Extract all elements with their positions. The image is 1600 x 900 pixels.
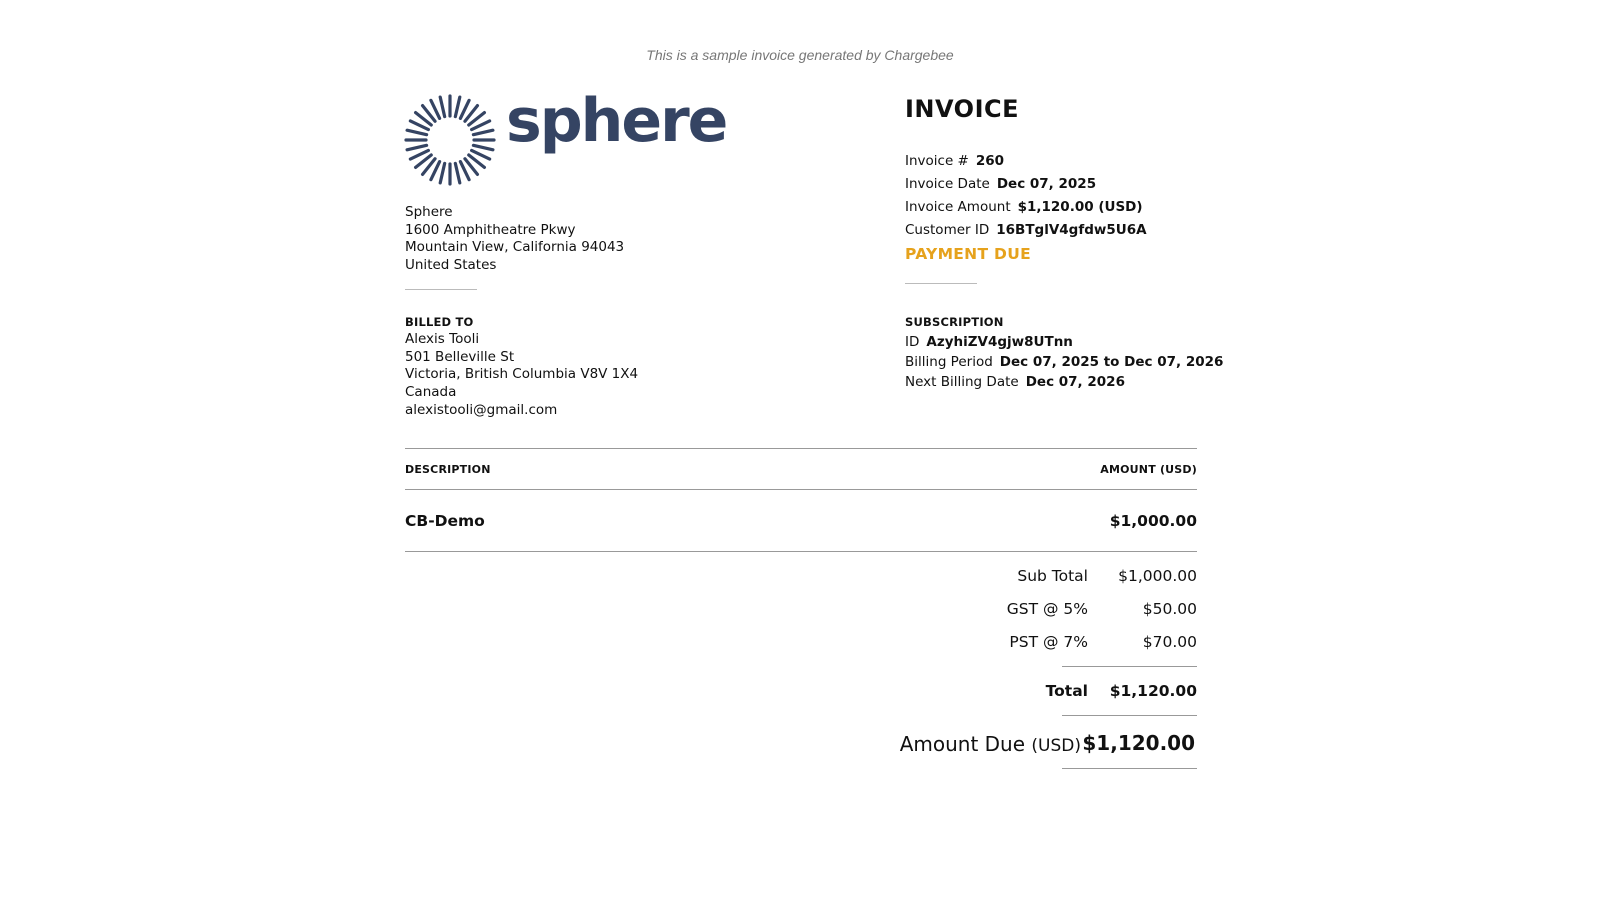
- customer-id-label: Customer ID: [905, 222, 990, 238]
- column-header-amount: AMOUNT (USD): [1100, 463, 1197, 476]
- pst-label: PST @ 7%: [1009, 633, 1088, 651]
- next-billing-date: Dec 07, 2026: [1025, 374, 1125, 390]
- subscription-id: AzyhiZV4gjw8UTnn: [926, 334, 1073, 350]
- invoice-amount-row: [905, 196, 1147, 219]
- subscription-label: SUBSCRIPTION: [905, 315, 1004, 329]
- invoice-amount-label: Invoice Amount: [905, 199, 1011, 215]
- billed-to-label: BILLED TO: [405, 315, 474, 329]
- customer-email: alexistooli@gmail.com: [405, 401, 558, 418]
- amount-due-rule: [1062, 768, 1197, 769]
- invoice-number-row: [905, 150, 1147, 173]
- invoice-number-label: Invoice #: [905, 153, 969, 169]
- gst-label: GST @ 5%: [1006, 600, 1088, 618]
- invoice-date-label: Invoice Date: [905, 176, 990, 192]
- seller-divider: [405, 289, 477, 290]
- subscription-block: [905, 315, 1223, 392]
- subtotal-value: $1,000.00: [1118, 567, 1197, 585]
- invoice-meta: [905, 150, 1147, 242]
- billing-period-label: Billing Period: [905, 354, 993, 370]
- seller-street: 1600 Amphitheatre Pkwy: [405, 221, 576, 238]
- total-value: $1,120.00: [1109, 682, 1197, 700]
- amount-due-text: Amount Due: [899, 732, 1026, 756]
- totals-rule: [1062, 666, 1197, 667]
- total-label: Total: [1045, 682, 1088, 700]
- next-billing-row: [905, 372, 1223, 392]
- amount-due-value: $1,120.00: [1082, 731, 1195, 755]
- customer-id: 16BTglV4gfdw5U6A: [996, 222, 1147, 238]
- invoice-date: Dec 07, 2025: [996, 176, 1097, 192]
- payment-status-badge: PAYMENT DUE: [905, 245, 1031, 263]
- billing-period: Dec 07, 2025 to Dec 07, 2026: [999, 354, 1224, 370]
- line-item-amount: $1,000.00: [1109, 512, 1197, 530]
- amount-due-label: [900, 732, 1081, 756]
- invoice-number: 260: [975, 153, 1005, 169]
- amount-due-currency: (USD): [1031, 736, 1081, 756]
- logo-wordmark: sphere: [506, 86, 727, 156]
- invoice-divider: [905, 283, 977, 284]
- table-header-rule: [405, 489, 1197, 490]
- billing-period-row: [905, 352, 1223, 372]
- next-billing-label: Next Billing Date: [905, 374, 1019, 390]
- line-item-description: CB-Demo: [405, 512, 485, 530]
- sunburst-icon: [404, 94, 496, 186]
- column-header-description: DESCRIPTION: [405, 463, 491, 476]
- seller-city: Mountain View, California 94043: [405, 239, 625, 256]
- table-top-rule: [405, 448, 1197, 449]
- seller-address: [405, 204, 624, 274]
- seller-name: Sphere: [405, 204, 453, 220]
- invoice-amount: $1,120.00 (USD): [1017, 199, 1143, 215]
- invoice-title: INVOICE: [905, 95, 1020, 123]
- table-bottom-rule: [405, 551, 1197, 552]
- customer-country: Canada: [405, 384, 457, 401]
- pst-value: $70.00: [1142, 633, 1197, 651]
- subscription-id-label: ID: [905, 334, 920, 350]
- billed-to-block: [405, 315, 638, 420]
- customer-name: Alexis Tooli: [405, 331, 480, 347]
- subscription-id-row: [905, 332, 1223, 352]
- seller-country: United States: [405, 256, 497, 273]
- sphere-logo: [404, 86, 727, 184]
- customer-street: 501 Belleville St: [405, 348, 515, 365]
- subtotal-label: Sub Total: [1017, 567, 1088, 585]
- customer-city: Victoria, British Columbia V8V 1X4: [405, 366, 639, 383]
- sample-invoice-note: This is a sample invoice generated by Chargebee: [646, 47, 954, 63]
- total-rule: [1062, 715, 1197, 716]
- gst-value: $50.00: [1142, 600, 1197, 618]
- customer-id-row: [905, 219, 1147, 242]
- invoice-date-row: [905, 173, 1147, 196]
